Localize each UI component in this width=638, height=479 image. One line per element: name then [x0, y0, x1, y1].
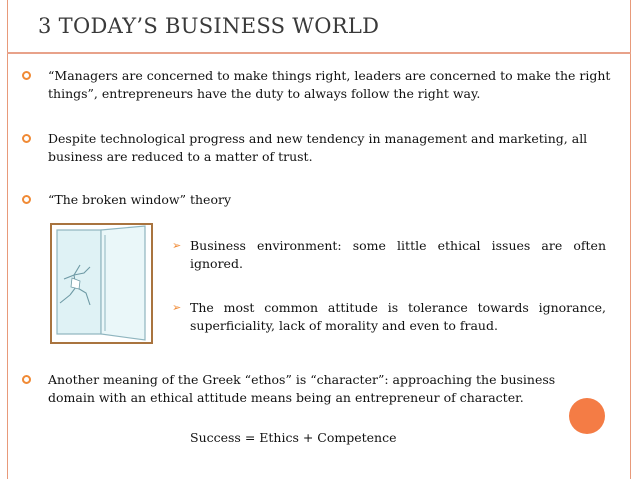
bullet-text: “The broken window” theory: [48, 192, 232, 207]
left-border-line: [7, 0, 8, 479]
bullet-item: [22, 130, 612, 166]
bullet-item: [22, 67, 612, 103]
right-border-line: [630, 0, 631, 479]
sub-bullet-item: [172, 299, 606, 335]
sub-bullet-text: The most common attitude is tolerance towards ignorance, superficiality, lack of morality and even to fraud.: [190, 300, 606, 333]
circle-bullet-icon: [22, 195, 31, 204]
title-underline: [7, 52, 631, 54]
bullet-text: Despite technological progress and new tendency in management and marketing, all business are reduced to a matter of trust.: [48, 131, 588, 164]
sub-bullet-item: [172, 237, 606, 273]
arrow-bullet-icon: ➢: [172, 239, 182, 252]
bullet-item: [22, 371, 582, 407]
slide-title: 3 TODAY’S BUSINESS WORLD: [38, 14, 380, 38]
sub-bullet-text: Business environment: some little ethical issues are often ignored.: [190, 238, 606, 271]
circle-bullet-icon: [22, 71, 31, 80]
formula-text: Success = Ethics + Competence: [190, 430, 397, 445]
bullet-item: [22, 191, 612, 209]
decorative-orange-circle: [569, 398, 605, 434]
bullet-text: Another meaning of the Greek “ethos” is “character”: approaching the business domain with an ethical attitude means being an entrepreneur of character.: [48, 372, 556, 405]
broken-window-illustration: [50, 223, 153, 344]
bullet-text: “Managers are concerned to make things right, leaders are concerned to make the right things”, entrepreneurs have the duty to always follow the right way.: [48, 68, 611, 101]
circle-bullet-icon: [22, 134, 31, 143]
arrow-bullet-icon: ➢: [172, 301, 182, 314]
circle-bullet-icon: [22, 375, 31, 384]
